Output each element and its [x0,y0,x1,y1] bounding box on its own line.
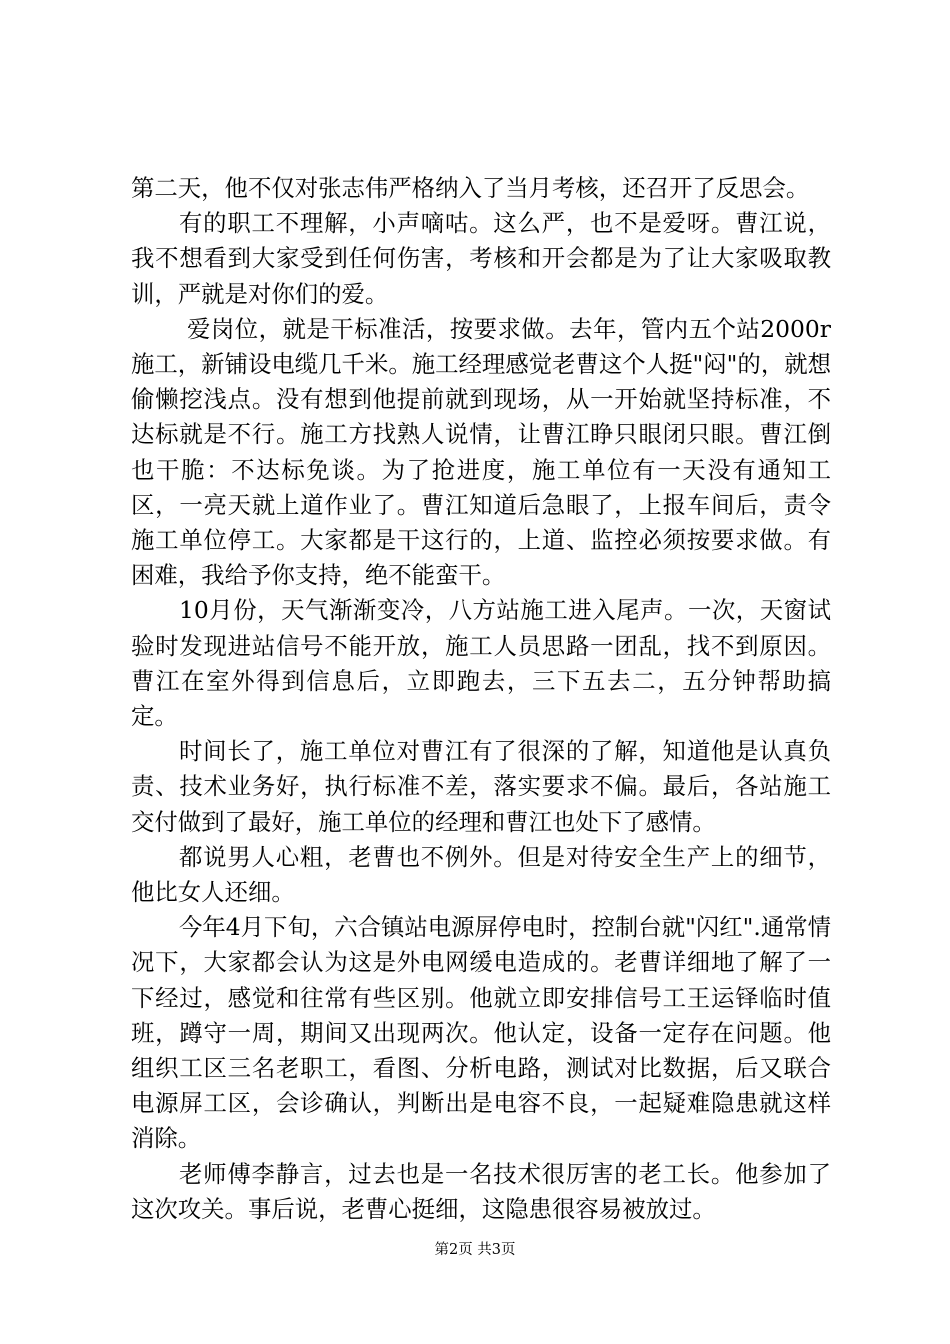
paragraph-6: 都说男人心粗，老曹也不例外。但是对待安全生产上的细节，他比女人还细。 [131,842,831,907]
paragraph-7: 今年4月下旬，六合镇站电源屏停电时，控制台就"闪红".通常情况下，大家都会认为这是外电网缓电造成的。老曹详细地了解了一下经过，感觉和往常有些区别。他就立即安排信号工王运铎临时值班，蹲守一周，期间又出现两次。他认定，设备一定存在问题。他组织工区三名老职工，看图、分析电路，测试对比数据，后又联合电源屏工区，会诊确认，判断出是电容不良，一起疑难隐患就这样消除。 [131,913,831,1153]
document-body [131,171,831,1227]
paragraph-2: 有的职工不理解，小声嘀咕。这么严，也不是爱呀。曹江说，我不想看到大家受到任何伤害，考核和开会都是为了让大家吸取教训，严就是对你们的爱。 [131,209,831,308]
page-number-footer: 第2页 共3页 [434,1242,516,1258]
paragraph-4: 10月份，天气渐渐变冷，八方站施工进入尾声。一次，天窗试验时发现进站信号不能开放，施工人员思路一团乱，找不到原因。曹江在室外得到信息后，立即跑去，三下五去二，五分钟帮助搞定。 [131,596,831,731]
paragraph-5: 时间长了，施工单位对曹江有了很深的了解，知道他是认真负责、技术业务好，执行标准不差，落实要求不偏。最后，各站施工交付做到了最好，施工单位的经理和曹江也处下了感情。 [131,737,831,836]
paragraph-8: 老师傅李静言，过去也是一名技术很厉害的老工长。他参加了这次攻关。事后说，老曹心挺细，这隐患很容易被放过。 [131,1159,831,1223]
paragraph-3: 爱岗位，就是干标准活，按要求做。去年，管内五个站2000r施工，新铺设电缆几千米。施工经理感觉老曹这个人挺"闷"的，就想偷懒挖浅点。没有想到他提前就到现场，从一开始就坚持标准，不达标就是不行。施工方找熟人说情，让曹江睁只眼闭只眼。曹江倒也干脆：不达标免谈。为了抢进度，施工单位有一天没有通知工区，一亮天就上道作业了。曹江知道后急眼了，上报车间后，责令施工单位停工。大家都是干这行的，上道、监控必须按要求做。有困难，我给予你支持，绝不能蛮干。 [131,314,831,590]
paragraph-1: 第二天，他不仅对张志伟严格纳入了当月考核，还召开了反思会。 [131,174,810,202]
